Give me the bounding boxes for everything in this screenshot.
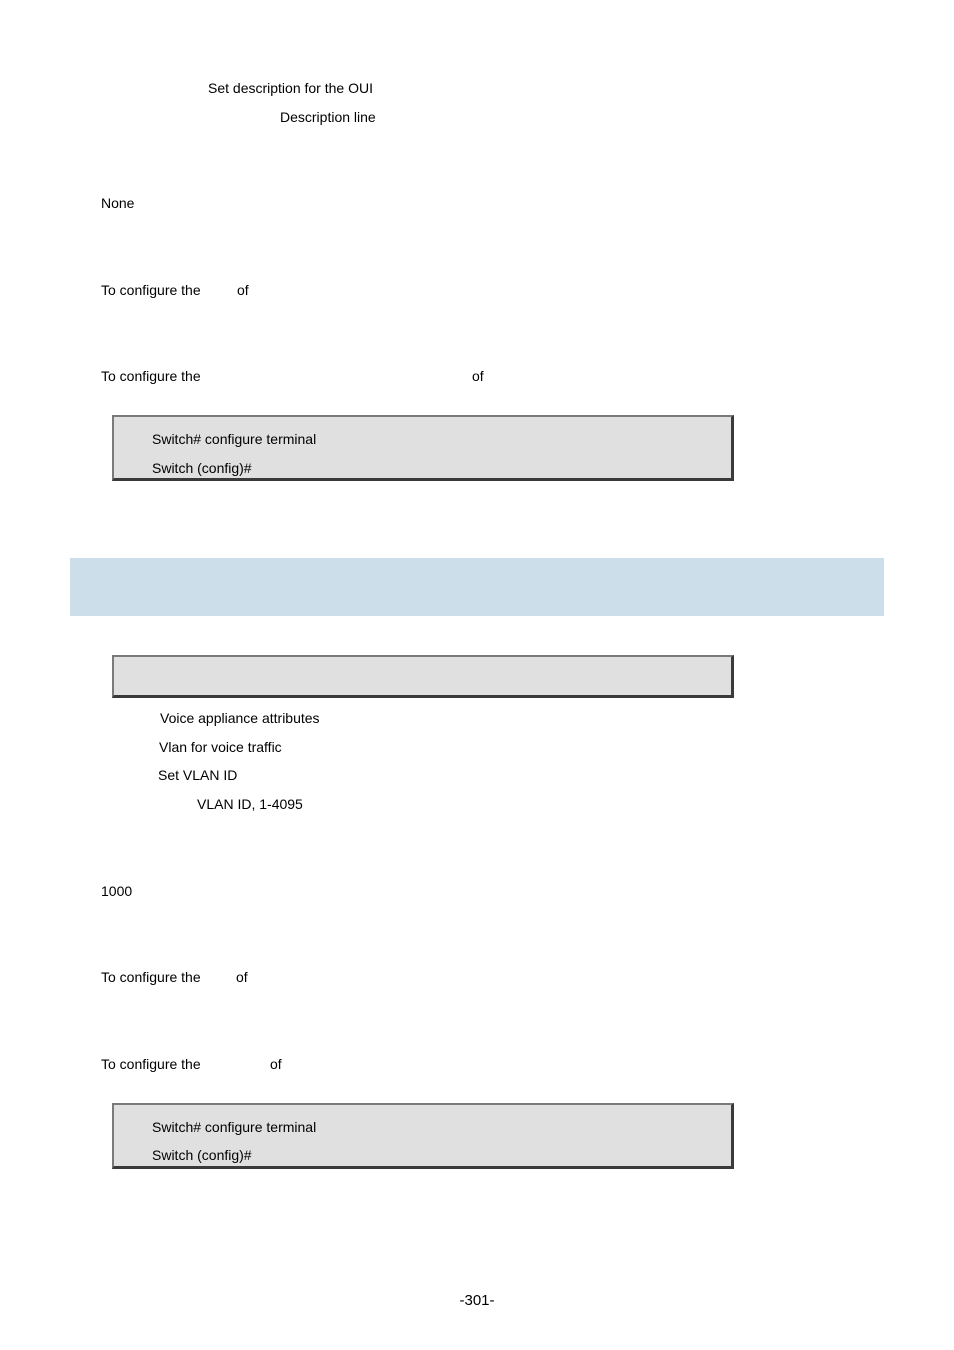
- page-number: -301-: [459, 1292, 495, 1309]
- code-line: Switch# configure terminal: [152, 1119, 317, 1135]
- usage-text-suffix: of: [472, 368, 484, 384]
- section-heading-band: [70, 558, 884, 616]
- example-code-box: [112, 1103, 734, 1169]
- default-value: 1000: [101, 883, 133, 899]
- code-line: Switch# configure terminal: [152, 431, 317, 447]
- example-code-box: [112, 415, 734, 481]
- param-set-vlan-id: Set VLAN ID: [158, 767, 238, 783]
- command-syntax-box: [112, 655, 734, 698]
- mode-text-prefix: To configure the: [101, 969, 201, 985]
- param-vlan-range: VLAN ID, 1-4095: [197, 796, 303, 812]
- mode-text-suffix: of: [237, 282, 249, 298]
- code-line: Switch (config)#: [152, 1147, 252, 1163]
- param-vlan-voice: Vlan for voice traffic: [159, 739, 282, 755]
- mode-text-prefix: To configure the: [101, 282, 201, 298]
- usage-text-prefix: To configure the: [101, 1056, 201, 1072]
- default-value: None: [101, 195, 135, 211]
- usage-text-suffix: of: [270, 1056, 282, 1072]
- usage-text-prefix: To configure the: [101, 368, 201, 384]
- param-desc-line: Description line: [280, 109, 376, 125]
- mode-text-suffix: of: [236, 969, 248, 985]
- param-desc-oui: Set description for the OUI: [208, 80, 373, 96]
- param-voice-appliance: Voice appliance attributes: [160, 710, 320, 726]
- code-line: Switch (config)#: [152, 460, 252, 476]
